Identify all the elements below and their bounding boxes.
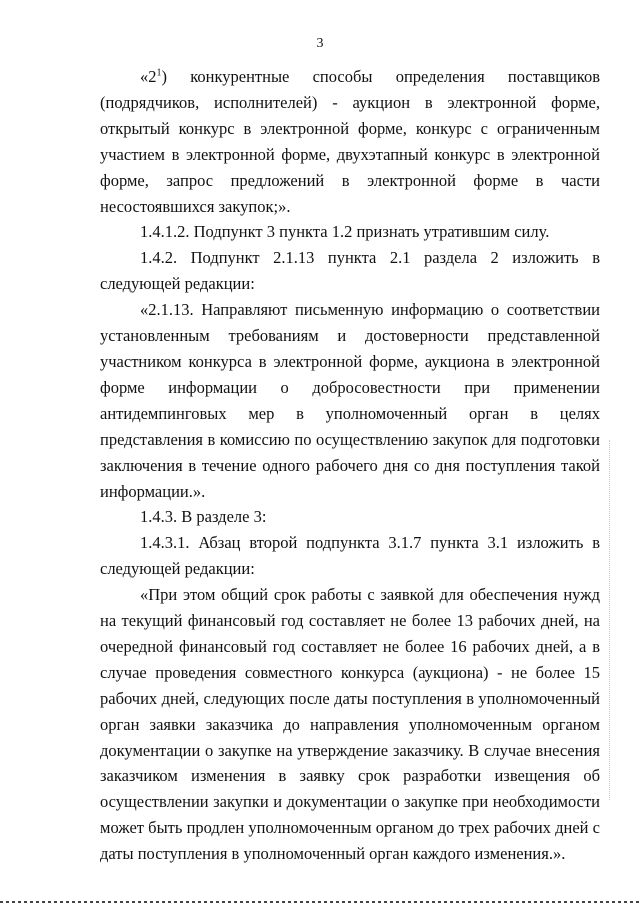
paragraph-1-4-2: 1.4.2. Подпункт 2.1.13 пункта 2.1 раздела 2 изложить в следующей редакции: [100,248,600,294]
paragraph-1-4-3: 1.4.3. В разделе 3: [140,507,267,527]
page-number: 3 [316,36,324,51]
superscript-one: 1 [156,67,162,79]
paragraph-1-4-1-2: 1.4.1.2. Подпункт 3 пункта 1.2 признать утратившим силу. [140,222,550,242]
paragraph-2-1-open: «2 [140,67,157,86]
paragraph-2-1-13: «2.1.13. Направляют письменную информацию о соответствии установленным требованиям и достоверности представленной участником конкурса в электронной форме, аукциона в электронной форме информации о добросовестности при применении антидемпинговых мер в уполномоченный орган в целях представления в комиссию по осуществлению закупок для подготовки заключения в течение одного рабочего дня со дня поступления такой информации.». [100,300,600,501]
paragraph-1-4-3-1: 1.4.3.1. Абзац второй подпункта 3.1.7 пункта 3.1 изложить в следующей редакции: [100,533,600,579]
paragraph-work-term: «При этом общий срок работы с заявкой для обеспечения нужд на текущий финансовый год составляет не более 13 рабочих дней, на очередной финансовый год составляет не более 16 рабочих дней, а в случае проведения совместного конкурса (аукциона) - не более 15 рабочих дней, следующих после даты поступления в уполномоченный орган заявки заказчика до направления уполномоченным органом документации о закупке на утверждение заказчику. В случае внесения заказчиком изменения в заявку срок разработки извещения об осуществлении закупки и документации о закупке при необходимости может быть продлен уполномоченным органом до трех рабочих дней с даты поступления в уполномоченный орган каждого изменения.». [100,585,600,864]
paragraph-2-1-definition [100,64,600,219]
scan-margin-marks [609,440,612,800]
paragraph-2-1-rest: ) конкурентные способы определения поставщиков (подрядчиков, исполнителей) - аукцион в электронной форме, открытый конкурс в электронной форме, конкурс с ограниченным участием в электронной форме, двухэтапный конкурс в электронной форме, запрос предложений в электронной форме в части несостоявшихся закупок;». [100,67,600,216]
document-body [100,64,600,867]
